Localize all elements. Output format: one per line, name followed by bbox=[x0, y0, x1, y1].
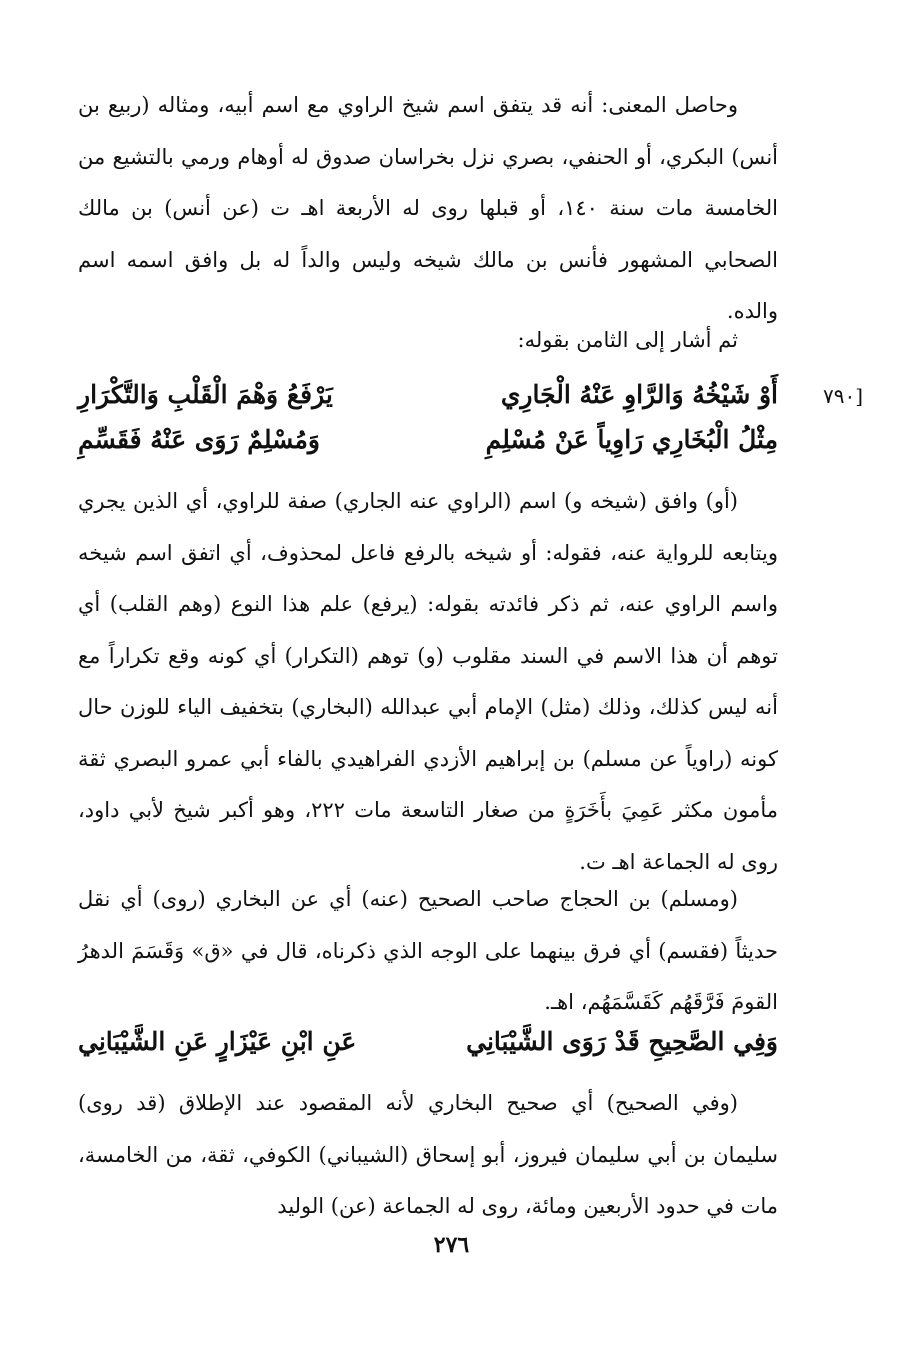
verse-790-line-1-first-hemistich: أَوْ شَيْخُهُ وَالرَّاوِ عَنْهُ الْجَارِي bbox=[500, 380, 778, 409]
verse-791 bbox=[78, 1022, 778, 1062]
verse-790-line-2-second-hemistich: وَمُسْلِمٌ رَوَى عَنْهُ فَقَسِّمِ bbox=[78, 425, 320, 454]
verse-790-line-1 bbox=[78, 375, 778, 415]
verse-790-line-2 bbox=[78, 420, 778, 460]
paragraph-muslim-commentary: (ومسلم) بن الحجاج صاحب الصحيح (عنه) أي عن البخاري (روى) أي نقل حديثاً (فقسم) أي فرق بينهما على الوجه الذي ذكرناه، قال في «ق» وَقَسَمَ الدهرُ القومَ فَرَّقَهُم كَقَسَّمَهُم، اهـ. bbox=[78, 887, 778, 1014]
verse-791-second-hemistich: عَنِ ابْنِ عَيْزَارٍ عَنِ الشَّيْبَانِي bbox=[78, 1027, 357, 1056]
paragraph-commentary-790: (أو) وافق (شيخه و) اسم (الراوي عنه الجاري) صفة للراوي، أي الذين يجري ويتابعه للرواية عنه، فقوله: أو شيخه بالرفع فاعل لمحذوف، أي اتفق اسم شيخه واسم الراوي عنه، ثم ذكر فائدته بقوله: (يرفع) علم هذا النوع (وهم القلب) أي توهم أن هذا الاسم في السند مقلوب (و) توهم (التكرار) أي كونه وقع تكراراً مع أنه ليس كذلك، وذلك (مثل) الإمام أبي عبدالله (البخاري) بتخفيف الياء للوزن حال كونه (راوياً عن مسلم) بن إبراهيم الأزدي الفراهيدي بالفاء أبي عمرو البصري ثقة مأمون مكثر عَمِيَ بأَخَرَةٍ من صغار التاسعة مات ٢٢٢، وهو أكبر شيخ لأبي داود، روى له الجماعة اهـ ت. bbox=[78, 489, 778, 874]
paragraph-rabi-ibn-anas: وحاصل المعنى: أنه قد يتفق اسم شيخ الراوي مع اسم أبيه، ومثاله (ربيع بن أنس) البكري، أو الحنفي، بصري نزل بخراسان صدوق له أوهام ورمي بالتشيع من الخامسة مات سنة ١٤٠، أو قبلها روى له الأربعة اهـ ت (عن أنس) بن مالك الصحابي المشهور فأنس بن مالك شيخه وليس والداً له بل وافق اسمه اسم والده. bbox=[78, 93, 778, 323]
verse-791-first-hemistich: وَفِي الصَّحِيحِ قَدْ رَوَى الشَّيْبَانِي bbox=[466, 1027, 778, 1056]
verse-790-line-1-second-hemistich: يَرْفَعُ وَهْمَ الْقَلْبِ وَالتَّكْرَارِ bbox=[78, 380, 333, 409]
paragraph-eighth-intro: ثم أشار إلى الثامن بقوله: bbox=[517, 328, 738, 352]
page-number: ٢٧٦ bbox=[433, 1232, 470, 1258]
verse-790-line-2-first-hemistich: مِثْلُ الْبُخَارِي رَاوِياً عَنْ مُسْلِمِ bbox=[485, 425, 778, 454]
verse-number: [٧٩٠ bbox=[822, 384, 863, 408]
paragraph-shaybani-commentary: (وفي الصحيح) أي صحيح البخاري لأنه المقصود عند الإطلاق (قد روى) سليمان بن أبي سليمان فيروز، أبو إسحاق (الشيباني) الكوفي، ثقة، من الخامسة، مات في حدود الأربعين ومائة، روى له الجماعة (عن) الوليد bbox=[78, 1091, 778, 1218]
